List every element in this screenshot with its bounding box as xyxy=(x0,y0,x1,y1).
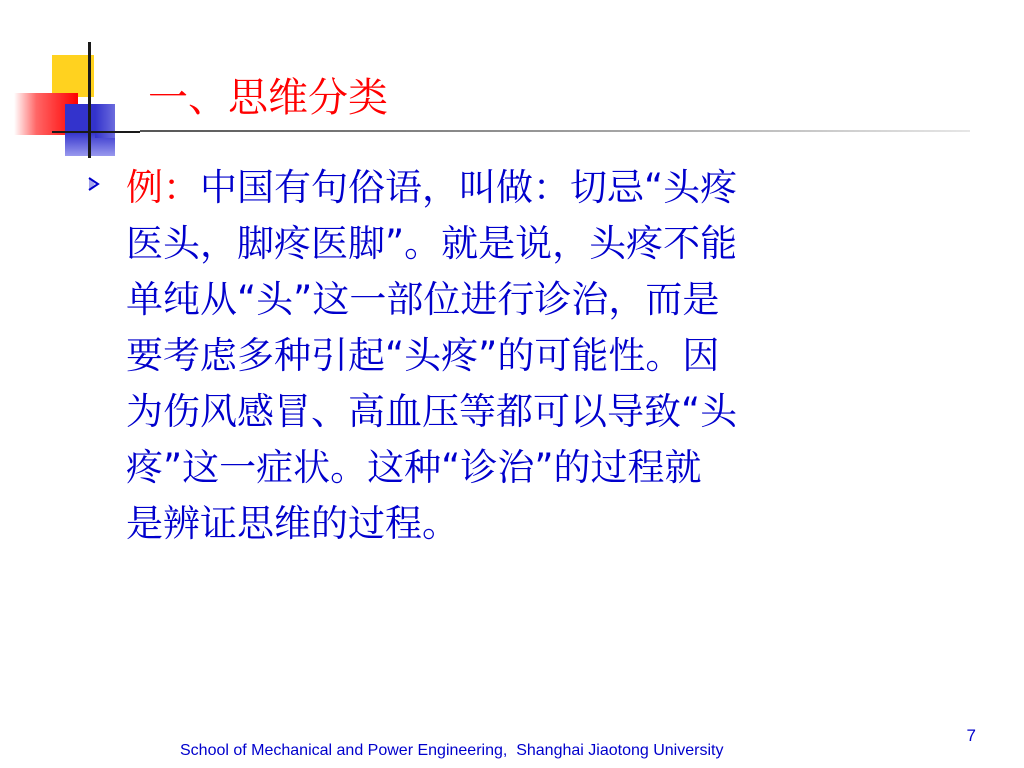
bullet-line-6: 疼”这一症状。这种“诊治”的过程就 xyxy=(126,446,702,489)
slide-title: 一、思维分类 xyxy=(148,75,388,121)
bullet-line-text: 中国有句俗语，叫做：切忌“头疼 xyxy=(200,166,738,209)
bullet-line-3: 单纯从“头”这一部位进行诊治，而是 xyxy=(126,278,720,321)
footer-text: School of Mechanical and Power Engineering, Shanghai Jiaotong University xyxy=(180,742,724,759)
bullet-lead: 例： xyxy=(126,166,200,209)
bullet-paragraph xyxy=(126,160,926,552)
bullet-line-4: 要考虑多种引起“头疼”的可能性。因 xyxy=(126,334,720,377)
title-underline xyxy=(140,130,970,132)
logo-vertical-line xyxy=(88,42,91,158)
bullet-line-7: 是辨证思维的过程。 xyxy=(126,502,459,545)
bullet-line-1 xyxy=(126,160,926,216)
logo-horizontal-line xyxy=(52,131,140,133)
bullet-line-2: 医头，脚疼医脚”。就是说，头疼不能 xyxy=(126,222,738,265)
bullet-line-5: 为伤风感冒、高血压等都可以导致“头 xyxy=(126,390,738,433)
arrow-bullet-icon xyxy=(86,176,102,192)
page-number: 7 xyxy=(966,726,976,745)
